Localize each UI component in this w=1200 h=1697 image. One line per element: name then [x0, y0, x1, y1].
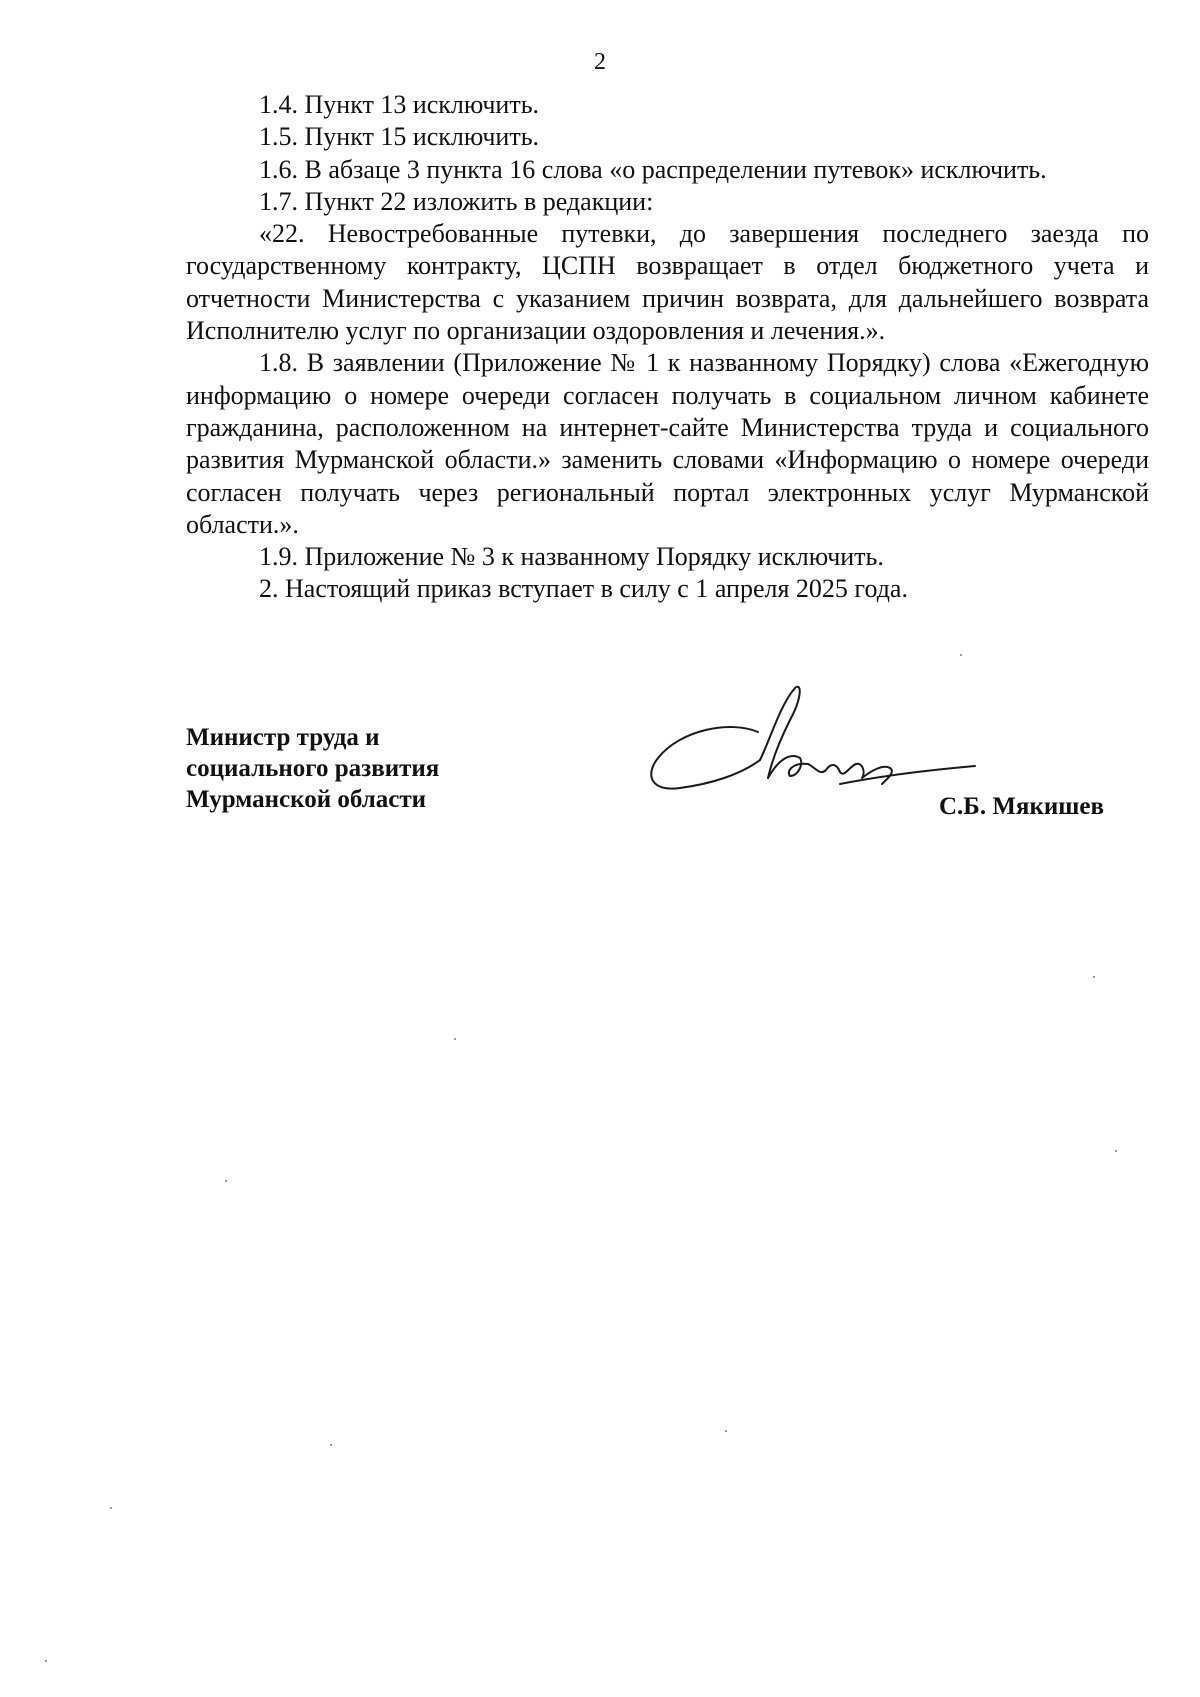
page-number: 2 [594, 49, 606, 75]
paragraph-1-6: 1.6. В абзаце 3 пункта 16 слова «о распределении путевок» исключить. [259, 154, 1047, 184]
scan-speck [960, 654, 962, 656]
scan-speck [1115, 1150, 1117, 1152]
signatory-position-line: Мурманской области [186, 786, 427, 813]
signatory-position-line: социального развития [186, 755, 440, 782]
scan-speck [1093, 976, 1095, 978]
paragraph-1-7: 1.7. Пункт 22 изложить в редакции: [259, 186, 654, 216]
paragraph-quote-22: «22. Невостребованные путевки, до завершения последнего заезда по государственному контракту, ЦСПН возвращает в отдел бюджетного учета и отчетности Министерства с указанием причин возврата, для дальнейшего возврата Исполнителю услуг по организации оздоровления и лечения.». [186, 219, 1149, 346]
signatory-position [186, 722, 439, 815]
scan-speck [725, 1430, 727, 1432]
signatory-position-line: Министр труда и [186, 724, 380, 751]
scan-speck [330, 1444, 332, 1446]
paragraph-1-4: 1.4. Пункт 13 исключить. [259, 90, 540, 119]
scan-speck [110, 1507, 112, 1509]
handwritten-signature-icon [640, 680, 980, 810]
scan-speck [45, 1660, 47, 1662]
paragraph-1-8: 1.8. В заявлении (Приложение № 1 к названному Порядку) слова «Ежегодную информацию о номере очереди согласен получать в социальном личном кабинете гражданина, расположенном на интернет-сайте Министерства труда и социального развития Мурманской области.» заменить словами «Информацию о номере очереди согласен получать через региональный портал электронных услуг Мурманской области.». [186, 348, 1149, 539]
scan-speck [454, 1038, 456, 1040]
paragraph-1-9: 1.9. Приложение № 3 к названному Порядку исключить. [259, 542, 884, 572]
paragraph-2: 2. Настоящий приказ вступает в силу с 1 апреля 2025 года. [259, 574, 908, 604]
scan-speck [225, 1180, 227, 1182]
document-body [186, 89, 1149, 606]
paragraph-1-5: 1.5. Пункт 15 исключить. [259, 122, 540, 152]
signatory-name: С.Б. Мякишев [939, 793, 1104, 820]
